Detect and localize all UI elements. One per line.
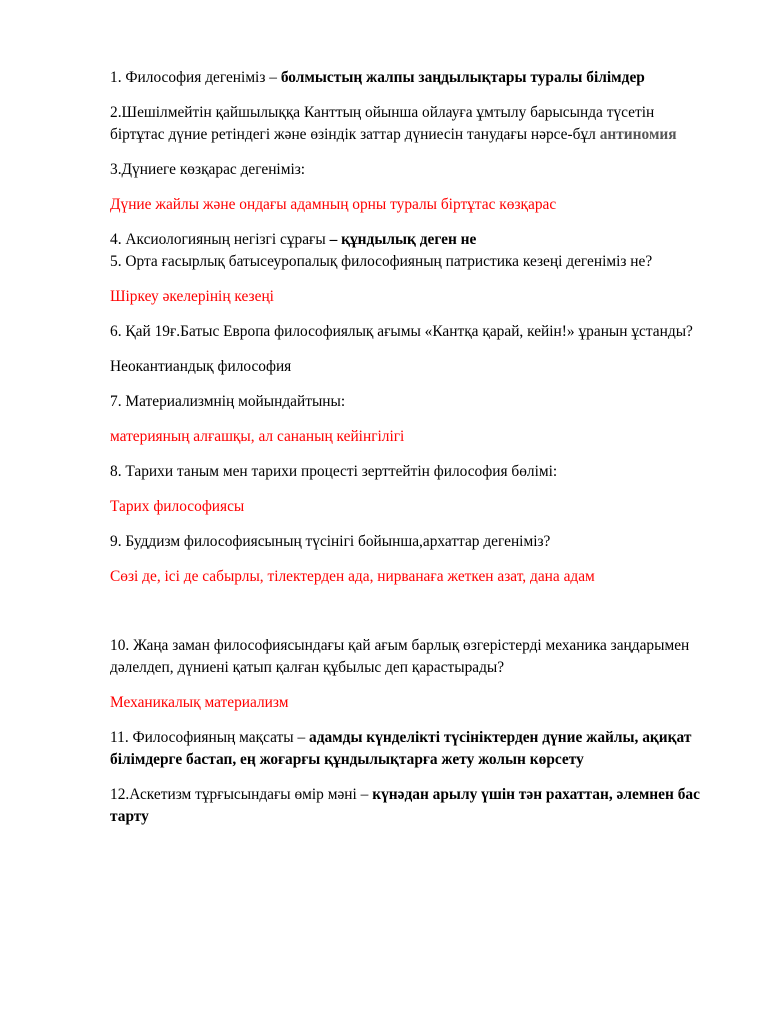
item-11-prefix: 11. Философияның мақсаты – (110, 729, 309, 746)
item-12 (110, 784, 710, 828)
item-5-answer: Шіркеу әкелерінің кезеңі (110, 288, 274, 305)
item-12-answer: күнәдан арылу үшін тән рахаттан, әлемнен бас тарту (110, 786, 700, 825)
item-4-prefix: 4. Аксиологияның негізгі сұрағы (110, 231, 330, 248)
item-2 (110, 102, 710, 146)
item-8-question: 8. Тарихи таным мен тарихи процесті зерттейтін философия бөлімі: (110, 463, 558, 480)
item-2-prefix: 2.Шешілмейтін қайшылыққа Канттың ойынша ойлауға ұмтылу барысында түсетін біртұтас дүние ретіндегі және өзіндік заттар дүниесін танудағы нәрсе-бұл (110, 104, 655, 143)
item-2-answer: антиномия (599, 126, 677, 143)
item-9-question: 9. Буддизм философиясының түсінігі бойынша,архаттар дегеніміз? (110, 533, 551, 550)
item-11-answer: адамды күнделікті түсініктерден дүние жайлы, ақиқат білімдерге бастап, ең жоғарғы құндылықтарға жету жолын көрсету (110, 729, 692, 768)
item-7-answer: материяның алғашқы, ал сананың кейінгілігі (110, 428, 405, 445)
document-page (110, 67, 710, 828)
item-5-question: 5. Орта ғасырлық батысеуропалық философияның патристика кезеңі дегеніміз не? (110, 253, 653, 270)
item-1-answer: болмыстың жалпы заңдылықтары туралы білімдер (280, 69, 645, 86)
item-3-answer: Дүние жайлы және ондағы адамның орны туралы біртұтас көзқарас (110, 196, 557, 213)
item-1 (110, 67, 710, 89)
item-8-answer: Тарих философиясы (110, 498, 245, 515)
item-6-answer: Неокантиандық философия (110, 358, 292, 375)
item-4 (110, 229, 710, 251)
item-6-question: 6. Қай 19ғ.Батыс Европа философиялық ағымы «Кантқа қарай, кейін!» ұранын ұстанды? (110, 323, 693, 340)
item-12-prefix: 12.Аскетизм тұрғысындағы өмір мәні – (110, 786, 373, 803)
item-3-question: 3.Дүниеге көзқарас дегеніміз: (110, 161, 306, 178)
item-1-prefix: 1. Философия дегеніміз – (110, 69, 281, 86)
item-11 (110, 727, 710, 771)
item-10-answer: Механикалық материализм (110, 694, 289, 711)
item-9-answer: Сөзі де, ісі де сабырлы, тілектерден ада, нирванаға жеткен азат, дана адам (110, 568, 595, 585)
item-10-question: 10. Жаңа заман философиясындағы қай ағым барлық өзгерістерді механика заңдарымен дәлелдеп, дүниені қатып қалған құбылыс деп қарастырады? (110, 637, 690, 676)
item-4-answer: – құндылық деген не (329, 231, 477, 248)
item-7-question: 7. Материализмнің мойындайтыны: (110, 393, 346, 410)
